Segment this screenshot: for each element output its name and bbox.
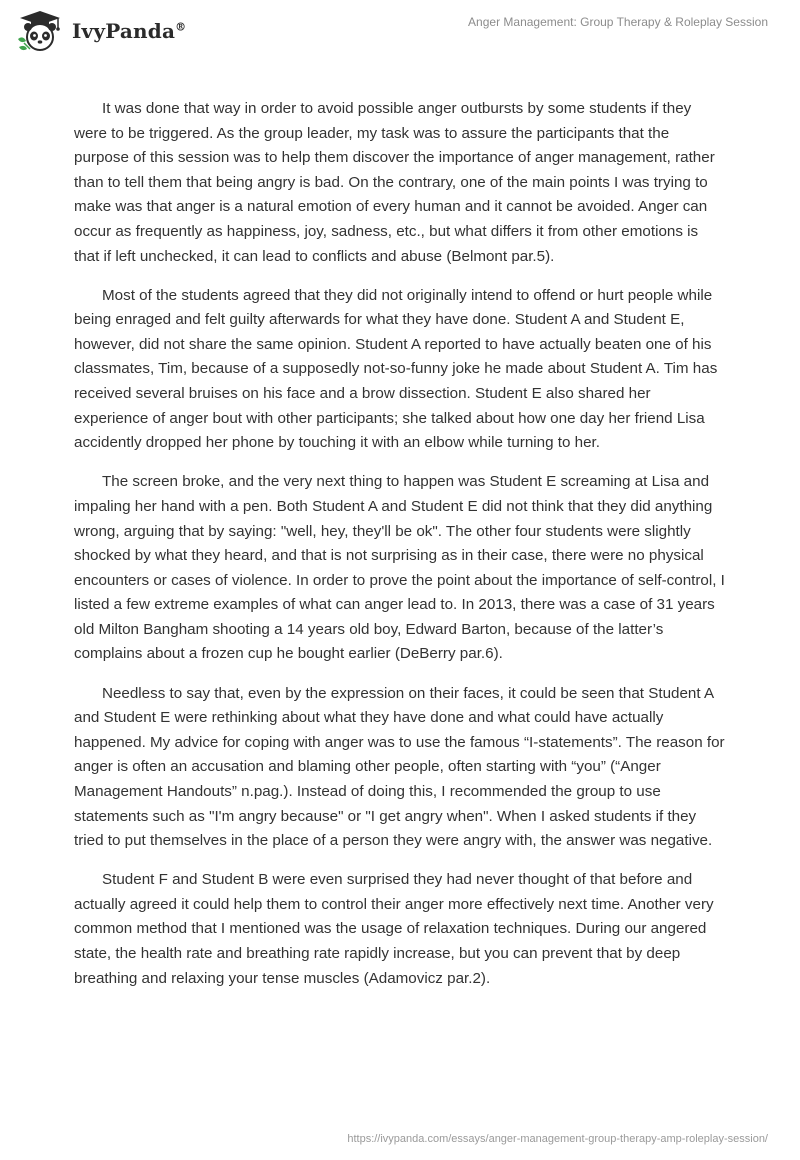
paragraph: The screen broke, and the very next thing to happen was Student E screaming at Lisa and impaling her hand with a pen. Both Student A and Student E did not think that they did anything wrong, arguing that by saying: "well, hey, they'll be ok". The other four students were slightly shocked by what they heard, and that is not surprising as in their case, there were no physical encounters or cases of violence. In order to prove the point about the importance of self-control, I listed a few extreme examples of what can anger lead to. In 2013, there was a case of 31 years old Milton Bangham shooting a 14 years old boy, Edward Barton, because of the latter’s complains about a frozen cup he bought earlier (DeBerry par.6). bbox=[74, 473, 725, 663]
essay-body bbox=[74, 97, 726, 1006]
paragraph: Student F and Student B were even surprised they had never thought of that before and actually agreed it could help them to control their anger more effectively next time. Another very common method that I mentioned was the usage of relaxation techniques. During our angered state, the health rate and breathing rate rapidly increase, but you can prevent that by deep breathing and relaxing your tense muscles (Adamovicz par.2). bbox=[74, 871, 714, 987]
document-title: Anger Management: Group Therapy & Roleplay Session bbox=[468, 15, 768, 29]
paragraph: Most of the students agreed that they did not originally intend to offend or hurt people while being enraged and felt guilty afterwards for what they have done. Student A and Student E, however, did not share the same opinion. Student A reported to have actually beaten one of his classmates, Tim, because of a supposedly not-so-funny joke he made about Student A. Tim has received several bruises on his face and a brow dissection. Student E also shared her experience of anger bout with other participants; she talked about how one day her friend Lisa accidently dropped her phone by touching it with an elbow while turning to her. bbox=[74, 286, 718, 452]
paragraph: Needless to say that, even by the expression on their faces, it could be seen that Student A and Student E were rethinking about what they have done and what could have actually happened. My advice for coping with anger was to use the famous “I-statements”. The reason for anger is often an accusation and blaming other people, often starting with “you” (“Anger Management Handouts” n.pag.). Instead of doing this, I recommended the group to use statements such as "I'm angry because" or "I get angry when". When I asked students if they tried to put themselves in the place of a person they were angry with, the answer was negative. bbox=[74, 684, 725, 850]
source-url-link[interactable]: https://ivypanda.com/essays/anger-management-group-therapy-amp-roleplay-session/ bbox=[347, 1133, 768, 1145]
paragraph: It was done that way in order to avoid possible anger outbursts by some students if they were to be triggered. As the group leader, my task was to assure the participants that the purpose of this session was to help them discover the importance of anger management, rather than to tell them that being angry is bad. On the contrary, one of the main points I was trying to make was that anger is a natural emotion of every human and it cannot be avoided. Anger can occur as frequently as happiness, joy, sadness, etc., but what differs it from other emotions is that if left unchecked, it can lead to conflicts and abuse (Belmont par.5). bbox=[74, 100, 715, 265]
logo-wordmark: IvyPanda® bbox=[72, 19, 187, 43]
panda-graduation-cap-icon bbox=[14, 9, 66, 53]
page-header bbox=[0, 0, 800, 60]
ivypanda-logo[interactable] bbox=[14, 9, 214, 53]
